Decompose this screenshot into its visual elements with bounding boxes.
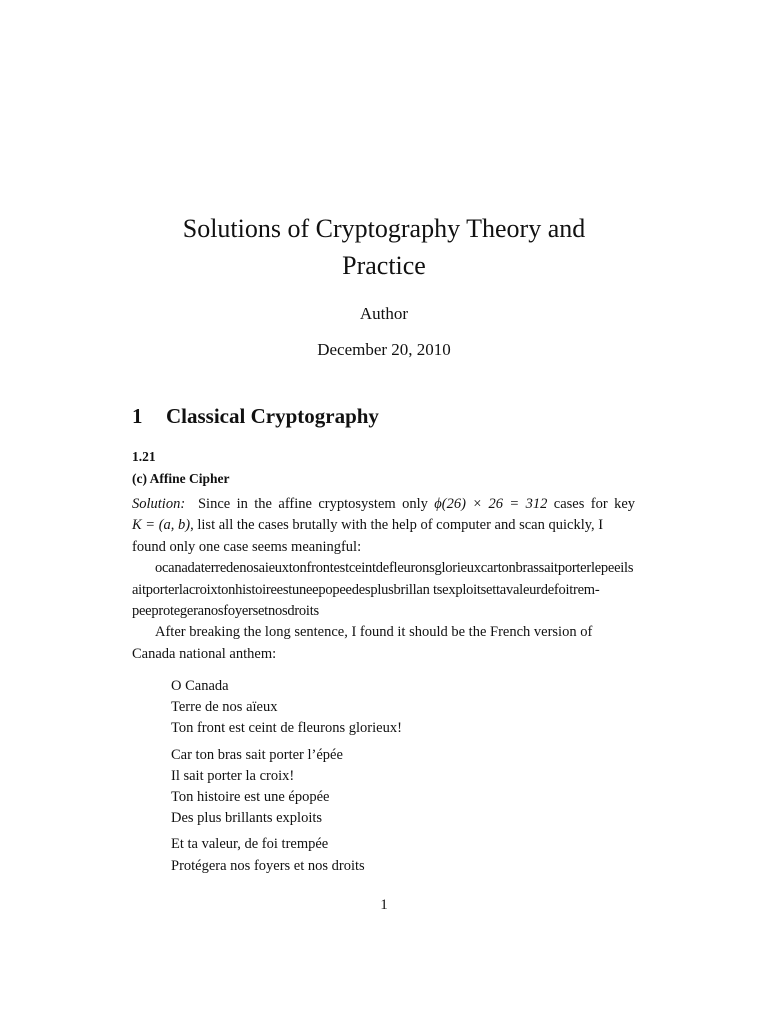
- poem-line: Des plus brillants exploits: [171, 810, 323, 827]
- poem-line: Ton histoire est une épopée: [171, 789, 330, 806]
- poem-line: Protégera nos foyers et nos droits: [171, 857, 365, 874]
- section-number: 1: [132, 404, 143, 428]
- solution-line-2-math: K = (a, b): [132, 517, 191, 534]
- title-line-1: Solutions of Cryptography Theory and: [182, 214, 586, 243]
- after-line-2: Canada national anthem:: [132, 645, 277, 662]
- solution-line-1-tail: cases for key: [553, 496, 636, 512]
- poem-line: Car ton bras sait porter l’épée: [171, 746, 343, 763]
- author: Author: [359, 304, 409, 323]
- solution-body: [132, 494, 635, 665]
- poem-stanza-3: [171, 834, 402, 876]
- poem-line: Ton front est ceint de fleurons glorieux!: [171, 720, 402, 737]
- ciphertext-line-3: peeprotegeranosfoyersetnosdroits: [132, 603, 319, 620]
- poem-line: O Canada: [171, 678, 229, 694]
- poem-line: Et ta valeur, de foi trempée: [171, 836, 329, 853]
- poem-stanza-2: [171, 745, 402, 830]
- paper-title: [100, 210, 668, 284]
- poem-line: Terre de nos aïeux: [171, 699, 278, 716]
- title-line-2: Practice: [342, 251, 426, 280]
- ciphertext-line-1: ocanadaterredenosaieuxtonfrontestceintdefleuronsglorieuxcartonbrassaitporterlepeeils: [155, 560, 634, 577]
- solution-line-3: found only one case seems meaningful:: [132, 538, 362, 555]
- after-line-1: After breaking the long sentence, I found it should be the French version of: [155, 624, 593, 641]
- poem-line: Il sait porter la croix!: [171, 767, 295, 784]
- solution-line-2: [132, 515, 635, 536]
- section-heading: [132, 404, 379, 429]
- ciphertext-line-2: aitporterlacroixtonhistoireestuneepopeedesplusbrillan tsexploitsettavaleurdefoitrem-: [132, 581, 600, 598]
- solution-line-1-text: Since in the affine cryptosystem only: [197, 496, 428, 512]
- solution-line-2-tail: , list all the cases brutally with the help of computer and scan quickly, I: [190, 517, 604, 534]
- solution-line-1-math: ϕ(26) × 26 = 312: [434, 496, 548, 512]
- solution-label: Solution:: [132, 496, 186, 512]
- subsubsection-heading: (c) Affine Cipher: [132, 471, 230, 486]
- page-number: 1: [380, 897, 388, 913]
- subsection-heading: 1.21: [132, 449, 156, 464]
- section-title: Classical Cryptography: [166, 404, 379, 428]
- date: December 20, 2010: [317, 340, 451, 359]
- anthem-poem: [171, 676, 402, 882]
- solution-line-1: [132, 494, 635, 515]
- poem-stanza-1: [171, 676, 402, 740]
